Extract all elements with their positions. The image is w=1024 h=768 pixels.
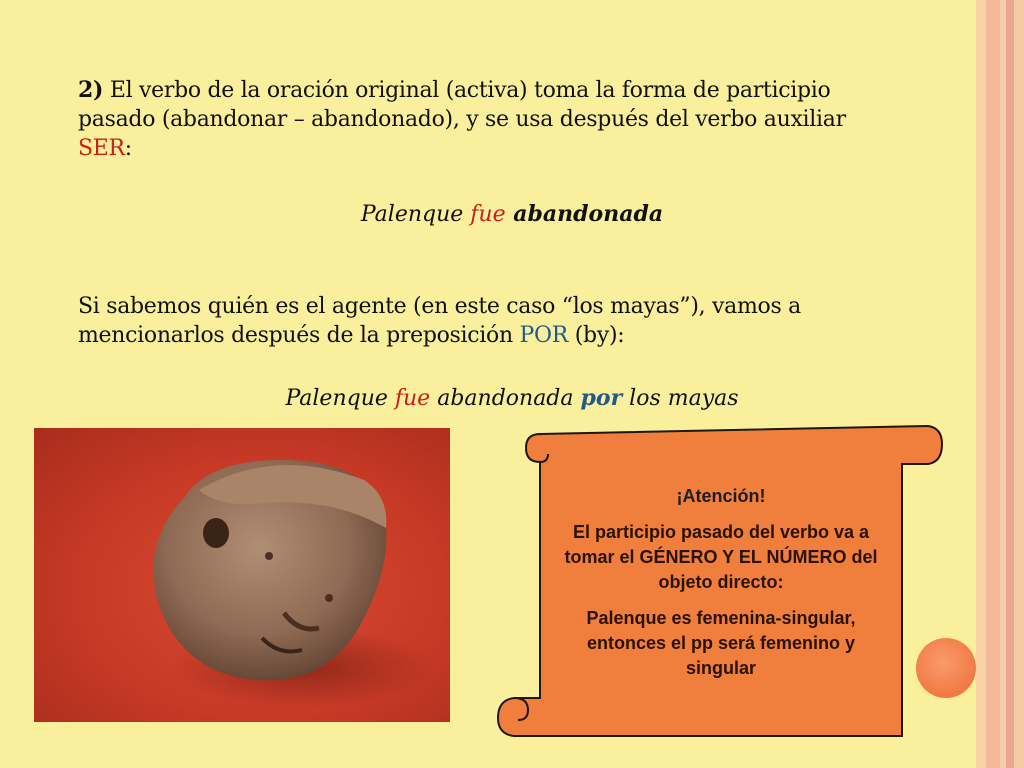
clay-head-photo: [34, 428, 450, 722]
paragraph-1-line2: pasado (abandonar – abandonado), y se usa después del verbo auxiliar: [78, 107, 846, 132]
example-2: [0, 384, 1024, 413]
example-1-subject: Palenque: [360, 202, 471, 227]
example-2-agent: los mayas: [622, 386, 739, 411]
por-keyword: POR: [519, 323, 569, 348]
clay-head-illustration: [34, 428, 450, 722]
note-heading: ¡Atención!: [676, 486, 766, 506]
paragraph-2-line2a: mencionarlos después de la preposición: [78, 323, 520, 348]
paragraph-2-line1: Si sabemos quién es el agente (en este caso “los mayas”), vamos a: [78, 294, 801, 319]
example-1-participle: abandonada: [505, 201, 664, 227]
note-paragraph-1: El participio pasado del verbo va a tomar el GÉNERO Y EL NÚMERO del objeto directo:: [564, 522, 878, 592]
example-2-preposition: por: [580, 385, 623, 411]
example-2-participle: abandonada: [430, 386, 581, 411]
example-1: [0, 200, 1024, 229]
paragraph-number: 2): [78, 77, 104, 103]
ser-keyword: SER: [78, 136, 125, 161]
paragraph-2-line2b: (by):: [568, 323, 625, 348]
decor-circle: [916, 638, 976, 698]
example-2-subject: Palenque: [285, 386, 395, 411]
note-paragraph-2: Palenque es femenina-singular, entonces el pp será femenino y singular: [586, 608, 856, 678]
example-2-aux: fue: [394, 386, 431, 411]
colon: :: [124, 136, 132, 161]
paragraph-1-line1: El verbo de la oración original (activa) toma la forma de participio: [103, 78, 831, 103]
example-1-aux: fue: [470, 202, 506, 227]
paragraph-1: [78, 76, 958, 163]
paragraph-2: [78, 292, 958, 350]
scroll-note: [556, 484, 886, 681]
